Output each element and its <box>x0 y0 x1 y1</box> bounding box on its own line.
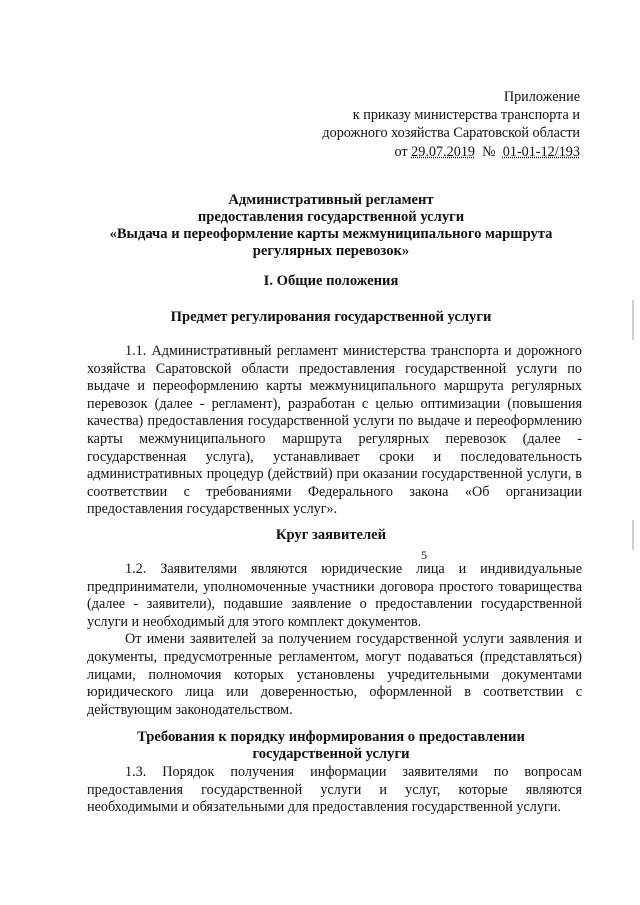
paragraph-1-2 <box>87 561 582 719</box>
subsection-3-line-1: Требования к порядку информирования о предоставлении <box>137 729 525 745</box>
paragraph-1-1 <box>87 343 582 519</box>
paragraph-1-3 <box>87 764 582 817</box>
paragraph-1-3-text: 1.3. Порядок получения информации заявителями по вопросам предоставления государственной услуги и услуг, которые являются необходимыми и обязательными для предоставления государственной услуги. <box>87 764 582 816</box>
page-mark: 5 <box>421 548 427 562</box>
paragraph-1-2b-text: От имени заявителей за получением государственной услуги заявления и документы, предусмотренные регламентом, могут подаваться (представляться) лицами, полномочия которых установлены учредительными документами юридического лица или доверенностью, оформленной в соответствии с действующим законодательством. <box>87 631 582 718</box>
paragraph-1-2-text: 1.2. Заявителями являются юридические лица и индивидуальные предприниматели, уполномоченные участники договора простого товарищества (далее - заявители), подавшие заявление о предоставлении государственной услуги и необходимый для этого комплект документов. <box>87 561 582 630</box>
subsection-heading-subject: Предмет регулирования государственной услуги <box>170 309 492 325</box>
scan-edge-mark <box>632 300 634 340</box>
order-number: 01-01-12/193 <box>502 143 580 160</box>
attachment-line-2: к приказу министерства транспорта и <box>352 107 580 124</box>
section-heading: I. Общие положения <box>263 273 399 289</box>
attachment-date-line <box>322 143 580 161</box>
document-title <box>80 192 582 260</box>
title-line-2: предоставления государственной услуги <box>197 209 465 225</box>
order-date: 29.07.2019 <box>411 143 476 160</box>
subsection-3-line-2: государственной услуги <box>252 746 410 762</box>
subsection-heading-applicants: Круг заявителей <box>275 527 387 543</box>
title-line-4: регулярных перевозок» <box>252 243 410 259</box>
date-prefix: от <box>394 143 412 160</box>
subsection-heading-information <box>80 729 582 763</box>
attachment-line-3: дорожного хозяйства Саратовской области <box>322 125 580 142</box>
title-line-1: Административный регламент <box>228 192 434 208</box>
attachment-line-1: Приложение <box>503 89 580 105</box>
title-line-3: «Выдача и переоформление карты межмуниципального маршрута <box>109 226 553 242</box>
number-prefix: № <box>475 143 503 160</box>
attachment-header <box>322 88 580 161</box>
scan-edge-mark <box>632 520 634 550</box>
paragraph-1-1-text: 1.1. Административный регламент министерства транспорта и дорожного хозяйства Саратовской области предоставления государственной услуги по выдаче и переоформлению карты межмуниципального маршрута регулярных перевозок (далее - регламент), разработан с целью оптимизации (повышения качества) предоставления государственной услуги по выдаче и переоформлению карты межмуниципального маршрута регулярных перевозок (далее - государственная услуга), устанавливает сроки и последовательность административных процедур (действий) при оказании государственной услуги, в соответствии с требованиями Федерального закона «Об организации предоставления государственных услуг». <box>87 343 582 518</box>
